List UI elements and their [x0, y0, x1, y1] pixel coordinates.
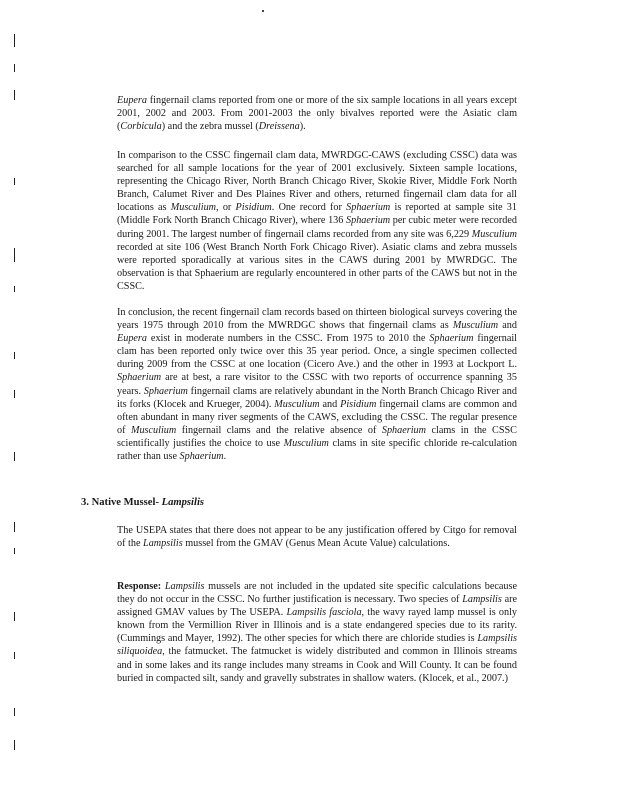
section-heading-native-mussel	[81, 497, 204, 508]
genus-name: Sphaerium	[346, 215, 391, 227]
genus-name: Musculium	[170, 202, 217, 214]
scan-margin-mark	[14, 548, 15, 554]
genus-name: Sphaerium	[381, 424, 427, 436]
paragraph-text: ).	[299, 121, 306, 133]
genus-name: Sphaerium	[179, 451, 224, 463]
genus-name: Eupera	[117, 333, 147, 345]
genus-name: Eupera	[117, 95, 147, 106]
paragraph-caws-comparison	[117, 149, 517, 293]
genus-name: Sphaerium	[143, 385, 188, 397]
paragraph-text: fingernail clams are relatively abundant in the North Branch Chicago River and its forks (Klocek and Krueger, 2004).	[117, 385, 517, 410]
genus-name: Sphaerium	[117, 372, 162, 384]
paragraph-text: per cubic meter were recorded during 2001. The largest number of fingernail clams recorded from any site was 6,229	[117, 215, 517, 240]
paragraph-text: exist in moderate numbers in the CSSC. From 1975 to 2010 the	[147, 333, 430, 345]
paragraph-text: fingernail clams and the relative absence of	[176, 424, 382, 436]
paragraph-text: .	[223, 451, 227, 463]
paragraph-conclusion	[117, 306, 517, 463]
paragraph-text: fingernail clam has been reported only twice over this 35 year period. Once, a single specimen collected during 2009 from the CSSC at one location (Cicero Ave.) and the other in 1993 at Lockport L.	[117, 333, 518, 371]
paragraph-text: mussels are not included in the updated site specific calculations because they do not occur in the CSSC. No further justification is necessary. Two species of	[117, 581, 517, 606]
scan-margin-mark	[14, 452, 15, 461]
scan-margin-mark	[14, 64, 15, 72]
paragraph-text: , the wavy rayed lamp mussel is only known from the Vermillion River in Illinois and is a state endangered species due to its rarity. (Cummings and Mayer, 1992). The other species for which there are chloride studies is	[117, 607, 517, 645]
species-name: Lampsilis siliquoidea	[117, 633, 517, 658]
scan-margin-mark	[14, 90, 15, 100]
response-label: Response:	[117, 581, 162, 592]
paragraph-text: , the fatmucket. The fatmucket is widely distributed and common in Illinois streams and in some lakes and its range includes many streams in Cook and Will County. It can be found buried in compacted silt, sandy and gravelly substrates in shallow waters. (Klocek, et al., 2007.)	[117, 646, 517, 684]
paragraph-text: , or	[216, 202, 236, 214]
scan-margin-mark	[14, 178, 15, 185]
paragraph-text: is reported at sample site 31 (Middle Fork North Branch Chicago River), where 136	[117, 202, 517, 227]
paragraph-text: clams in site specific chloride re-calculation rather than use	[117, 437, 518, 463]
paragraph-text: are at best, a rare visitor to the CSSC with two reports of occurrence spanning 35 years.	[117, 372, 517, 397]
paragraph-response	[117, 580, 517, 685]
genus-name: Musculium	[452, 320, 499, 332]
paragraph-text: . One record for	[271, 202, 347, 214]
paragraph-text: In conclusion, the recent fingernail clam records based on thirteen biological surveys covering the years 1975 through 2010 from the MWRDGC shows that fingernail clams as	[117, 307, 517, 332]
species-name: Lampsilis fasciola	[286, 607, 362, 619]
heading-text: 3. Native Mussel-	[81, 497, 162, 508]
paragraph-text: The USEPA states that there does not appear to be any justification offered by Citgo for removal of the	[117, 525, 517, 550]
scan-margin-mark	[14, 652, 15, 659]
genus-name: Sphaerium	[346, 202, 391, 214]
genus-name: Corbicula	[120, 121, 162, 133]
scan-margin-mark	[14, 248, 15, 262]
scan-margin-mark	[14, 34, 15, 47]
scan-margin-mark	[14, 286, 15, 292]
genus-name: Musculium	[274, 398, 320, 410]
genus-name: Lampsilis	[143, 538, 183, 550]
paragraph-text: and	[319, 398, 341, 410]
paragraph-text: ) and the zebra mussel (	[161, 121, 259, 133]
genus-name: Lampsilis	[462, 594, 502, 606]
genus-name: Sphaerium	[429, 333, 474, 345]
scan-margin-mark	[14, 612, 15, 621]
genus-name: Musculium	[283, 437, 329, 449]
paragraph-text: In comparison to the CSSC fingernail clam data, MWRDGC-CAWS (excluding CSSC) data was searched for all sample locations for the year of 2001 exclusively. Sixteen sample locations, representing the Chicago River, North Branch Chicago River, Skokie River, Middle Fork North Branch, Calumet River and Des Plaines River and others, returned fingernail clam data for all locations as	[117, 150, 517, 214]
genus-name: Dreissena	[258, 121, 300, 133]
paragraph-usepa-statement	[117, 524, 517, 550]
paragraph-eupera-bivalves	[117, 94, 517, 133]
scan-margin-mark	[14, 708, 15, 716]
genus-name: Musculium	[471, 228, 517, 240]
scan-margin-mark	[14, 740, 15, 750]
paragraph-text: clams in the CSSC scientifically justifies the choice to use	[117, 424, 517, 449]
genus-name: Pisidium	[235, 202, 272, 214]
scan-margin-mark	[14, 390, 15, 398]
paragraph-text: recorded at site 106 (West Branch North Fork Chicago River). Asiatic clams and zebra mussels were reported sporadically at various sites in the CAWS during 2001 by MWRDGC. The observation is that Sphaerium are regularly encountered in other parts of the CAWS but not in the CSSC.	[117, 241, 517, 292]
paragraph-text: fingernail clams are common and often abundant in many river segments of the CAWS, excluding the CSSC. The regular presence of	[117, 398, 517, 436]
genus-name: Musculium	[130, 424, 177, 436]
genus-name: Lampsilis	[164, 581, 205, 592]
paragraph-text: mussel from the GMAV (Genus Mean Acute Value) calculations.	[182, 538, 450, 550]
scan-margin-mark	[14, 352, 15, 359]
scan-margin-mark	[14, 522, 15, 532]
scan-speck	[262, 10, 264, 12]
genus-name: Lampsilis	[161, 497, 205, 508]
paragraph-text: are assigned GMAV values by The USEPA.	[117, 594, 518, 619]
genus-name: Pisidium	[340, 398, 377, 410]
paragraph-text: and	[498, 320, 517, 332]
paragraph-text: fingernail clams reported from one or more of the six sample locations in all years except 2001, 2002 and 2003. From 2001-2003 the only bivalves reported were the Asiatic clam (	[117, 95, 517, 133]
